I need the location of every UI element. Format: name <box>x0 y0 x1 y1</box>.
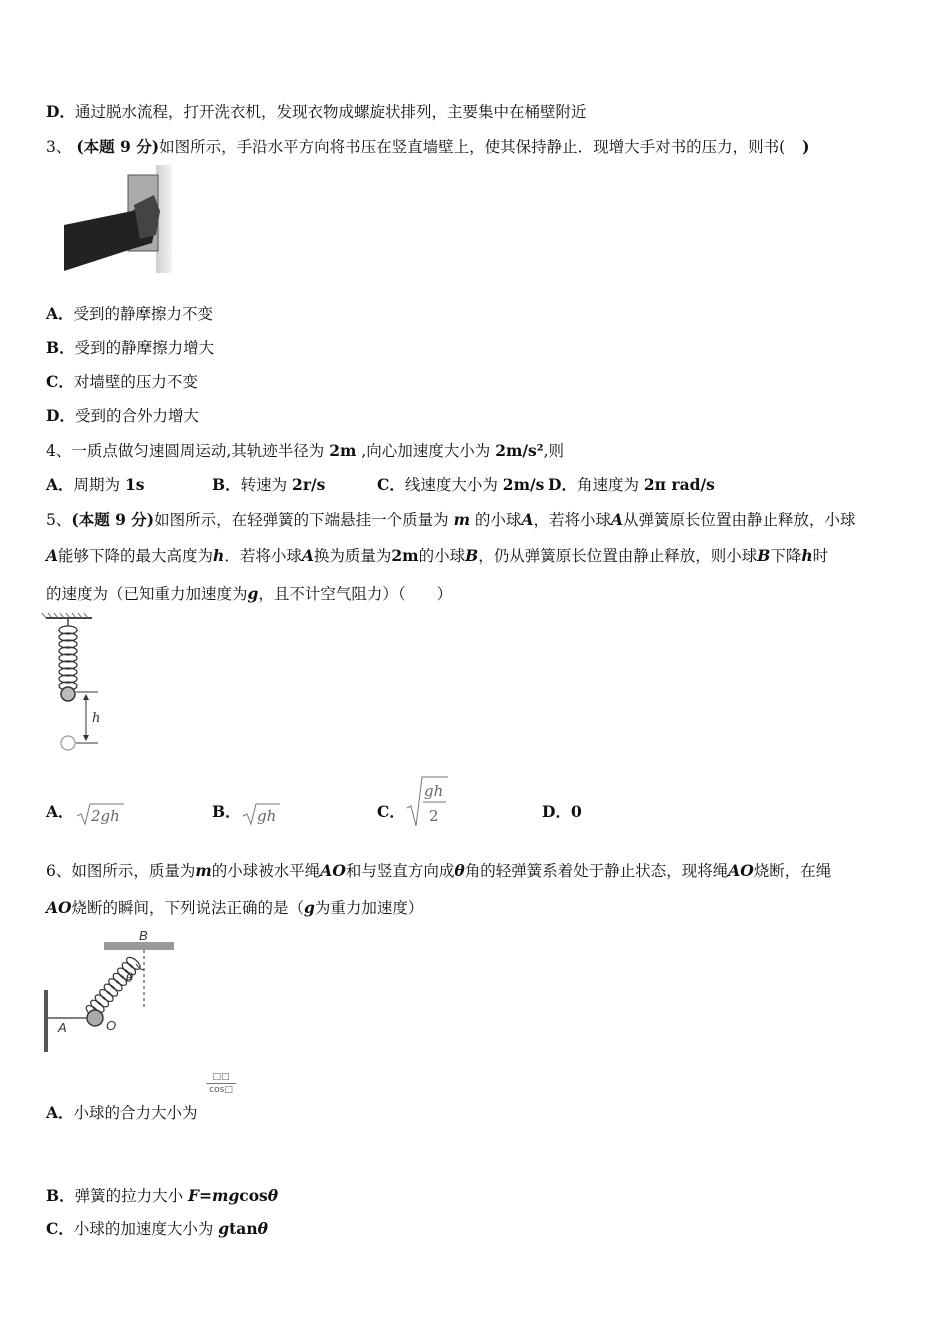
q4-option-d-value: 2π rad/s <box>643 475 715 494</box>
q6-option-b-text: 弹簧的拉力大小 <box>74 1187 189 1205</box>
q4-stem-a: 4、一质点做匀速圆周运动,其轨迹半径为 <box>46 442 330 460</box>
fraction-bar <box>206 1083 236 1084</box>
q5-var-a-3: A <box>46 546 59 565</box>
q6-text-1c: 和与竖直方向成 <box>345 862 455 880</box>
q6-var-theta: θ <box>454 861 465 880</box>
q3-score: (本题 9 分) <box>76 137 160 156</box>
hand-book-figure <box>60 165 182 277</box>
q6-text-1a: 6、如图所示，质量为 <box>46 862 196 880</box>
q5-text-2b: ．若将小球 <box>224 547 302 565</box>
q5-text-1e: 从弹簧原长位置由静止释放，小球 <box>623 511 856 529</box>
q4-option-c <box>377 475 544 495</box>
q3-stem-text: 如图所示，手沿水平方向将书压在竖直墙壁上，使其保持静止．现增大手对书的压力，则书( <box>159 138 786 156</box>
q4-option-b-value: 2r/s <box>292 475 326 494</box>
q6-option-b-theta: θ <box>267 1186 279 1205</box>
q4-acceleration: 2m/s² <box>495 441 544 460</box>
q6-var-g: g <box>304 898 315 917</box>
q5-option-a-expr: 2gh <box>91 807 120 825</box>
label-b: B <box>139 928 148 943</box>
q4-option-a <box>46 475 144 495</box>
q5-option-c-letter: C． <box>377 802 405 821</box>
q6-text-1b: 的小球被水平绳 <box>211 862 321 880</box>
q5-var-b-2: B <box>757 546 771 565</box>
q3-stem <box>46 137 809 157</box>
q3-number: 3、 <box>46 138 72 156</box>
q4-stem-b: ,向心加速度大小为 <box>356 442 496 460</box>
q6-option-b-letter: B． <box>46 1186 75 1205</box>
q5-text-1d: ，若将小球 <box>533 511 611 529</box>
q6-option-a <box>46 1103 198 1123</box>
q6-text-2c: 为重力加速度） <box>314 899 424 917</box>
q6-var-ao-3: AO <box>46 898 72 917</box>
q5-var-h-1: h <box>213 546 225 565</box>
q6-option-c-theta: θ <box>257 1219 268 1238</box>
q4-option-d <box>548 475 715 495</box>
ceiling-bar <box>104 942 174 950</box>
q4-option-c-value: 2m/s <box>502 475 545 494</box>
q3-option-a <box>46 304 213 324</box>
q6-text-1d: 角的轻弹簧系着处于静止状态，现将绳 <box>464 862 729 880</box>
q6-line-1 <box>46 861 831 881</box>
q5-option-d-expr: 0 <box>570 802 582 821</box>
q5-text-2a: 能够下降的最大高度为 <box>58 547 214 565</box>
q5-var-b-1: B <box>465 546 479 565</box>
spring-figure <box>40 612 112 756</box>
q6-option-b <box>46 1186 278 1206</box>
q5-option-b-expr: gh <box>257 807 277 825</box>
q5-var-h-2: h <box>801 546 813 565</box>
fraction-numerator: □□ <box>212 1072 230 1082</box>
q3-option-b-text: 受到的静摩擦力增大 <box>74 339 215 357</box>
spring-rope-figure <box>40 924 184 1054</box>
q6-option-c-letter: C． <box>46 1219 74 1238</box>
q5-text-3a: 的速度为（已知重力加速度为 <box>46 585 248 603</box>
q6-var-ao-1: AO <box>320 861 346 880</box>
q5-line-2 <box>46 546 828 566</box>
q5-option-c-denominator: 2 <box>429 807 439 825</box>
q6-line-2 <box>46 898 423 918</box>
q2-option-d-text: 通过脱水流程，打开洗衣机，发现衣物成螺旋状排列，主要集中在桶壁附近 <box>74 103 587 121</box>
q5-option-a-letter: A． <box>46 802 74 821</box>
q5-text-1c: 的小球 <box>474 511 522 529</box>
q6-option-b-cos: cos <box>239 1186 268 1205</box>
q6-option-a-fraction <box>206 1072 236 1095</box>
q5-option-c <box>377 802 405 822</box>
ball-bottom <box>61 736 75 750</box>
q6-text-1e: 烧断，在绳 <box>753 862 832 880</box>
q4-option-d-text: 角速度为 <box>576 476 644 494</box>
q4-option-d-letter: D． <box>548 475 577 494</box>
q4-stem <box>46 441 564 461</box>
label-o: O <box>106 1018 117 1033</box>
label-a: A <box>58 1020 67 1035</box>
q5-var-a-1: A <box>521 510 534 529</box>
q4-option-c-text: 线速度大小为 <box>404 476 503 494</box>
q6-option-a-text: 小球的合力大小为 <box>73 1104 198 1122</box>
q5-line-1 <box>46 510 856 530</box>
q5-option-d <box>542 802 582 822</box>
q5-var-g: g <box>247 584 259 603</box>
q4-option-a-value: 1s <box>124 475 145 494</box>
q5-text-1b: 如图所示，在轻弹簧的下端悬挂一个质量为 <box>154 511 449 529</box>
q5-number: 5、 <box>46 511 72 529</box>
q4-stem-c: ,则 <box>543 442 565 460</box>
q5-var-m: m <box>453 510 470 529</box>
q5-text-2d: 的小球 <box>418 547 466 565</box>
q5-var-a-4: A <box>301 546 314 565</box>
q3-option-d-text: 受到的合外力增大 <box>74 407 199 425</box>
q5-text-2g: 时 <box>812 547 829 565</box>
q6-var-m: m <box>195 861 212 880</box>
q6-option-b-expr: F=mg <box>188 1186 240 1205</box>
q3-option-a-text: 受到的静摩擦力不变 <box>73 305 214 323</box>
q4-option-c-letter: C． <box>377 475 405 494</box>
q4-option-a-text: 周期为 <box>73 476 125 494</box>
q5-line-3 <box>46 584 452 604</box>
q4-radius: 2m <box>329 441 357 460</box>
q3-close-paren: ) <box>802 137 810 156</box>
q4-option-b <box>212 475 325 495</box>
q6-option-c <box>46 1219 268 1239</box>
q6-option-c-text: 小球的加速度大小为 <box>73 1220 219 1238</box>
q6-option-c-tan: tan <box>229 1219 258 1238</box>
q5-text-2f: 下降 <box>770 547 802 565</box>
ball-o <box>87 1010 103 1026</box>
q6-option-a-letter: A． <box>46 1103 74 1122</box>
q3-option-b <box>46 338 214 358</box>
q5-text-2e: ，仍从弹簧原长位置由静止释放，则小球 <box>478 547 758 565</box>
q5-option-a-formula <box>74 800 126 828</box>
q3-option-c-letter: C． <box>46 372 74 391</box>
q2-option-d-letter: D． <box>46 102 75 121</box>
q4-option-b-letter: B． <box>212 475 241 494</box>
q3-option-b-letter: B． <box>46 338 75 357</box>
q6-text-2b: 烧断的瞬间，下列说法正确的是（ <box>71 899 305 917</box>
ball-top <box>61 687 75 701</box>
left-wall <box>44 990 48 1052</box>
q5-var-2m: 2m <box>391 546 419 565</box>
q5-text-2c: 换为质量为 <box>313 547 392 565</box>
q5-option-b-formula <box>240 800 282 828</box>
q5-option-b <box>212 802 241 822</box>
spring-coils <box>59 626 77 690</box>
q5-option-c-formula <box>404 774 450 830</box>
q6-var-ao-2: AO <box>728 861 754 880</box>
label-theta: θ <box>126 971 134 985</box>
height-label: h <box>92 711 101 726</box>
q5-option-a <box>46 802 74 822</box>
q2-option-d <box>46 102 586 122</box>
q5-option-b-letter: B． <box>212 802 241 821</box>
q5-score: (本题 9 分) <box>71 510 155 529</box>
fraction-denominator: cos□ <box>209 1085 233 1095</box>
q4-option-a-letter: A． <box>46 475 74 494</box>
q4-option-b-text: 转速为 <box>240 476 293 494</box>
q5-option-c-numerator: gh <box>424 782 444 800</box>
q3-option-c-text: 对墙壁的压力不变 <box>73 373 198 391</box>
q3-option-d-letter: D． <box>46 406 75 425</box>
q3-option-d <box>46 406 199 426</box>
q3-option-c <box>46 372 198 392</box>
q6-option-c-g: g <box>218 1219 230 1238</box>
q5-text-3b: ，且不计空气阻力）（ ） <box>258 585 453 603</box>
q5-option-d-letter: D． <box>542 802 571 821</box>
q5-var-a-2: A <box>610 510 624 529</box>
q3-option-a-letter: A． <box>46 304 74 323</box>
